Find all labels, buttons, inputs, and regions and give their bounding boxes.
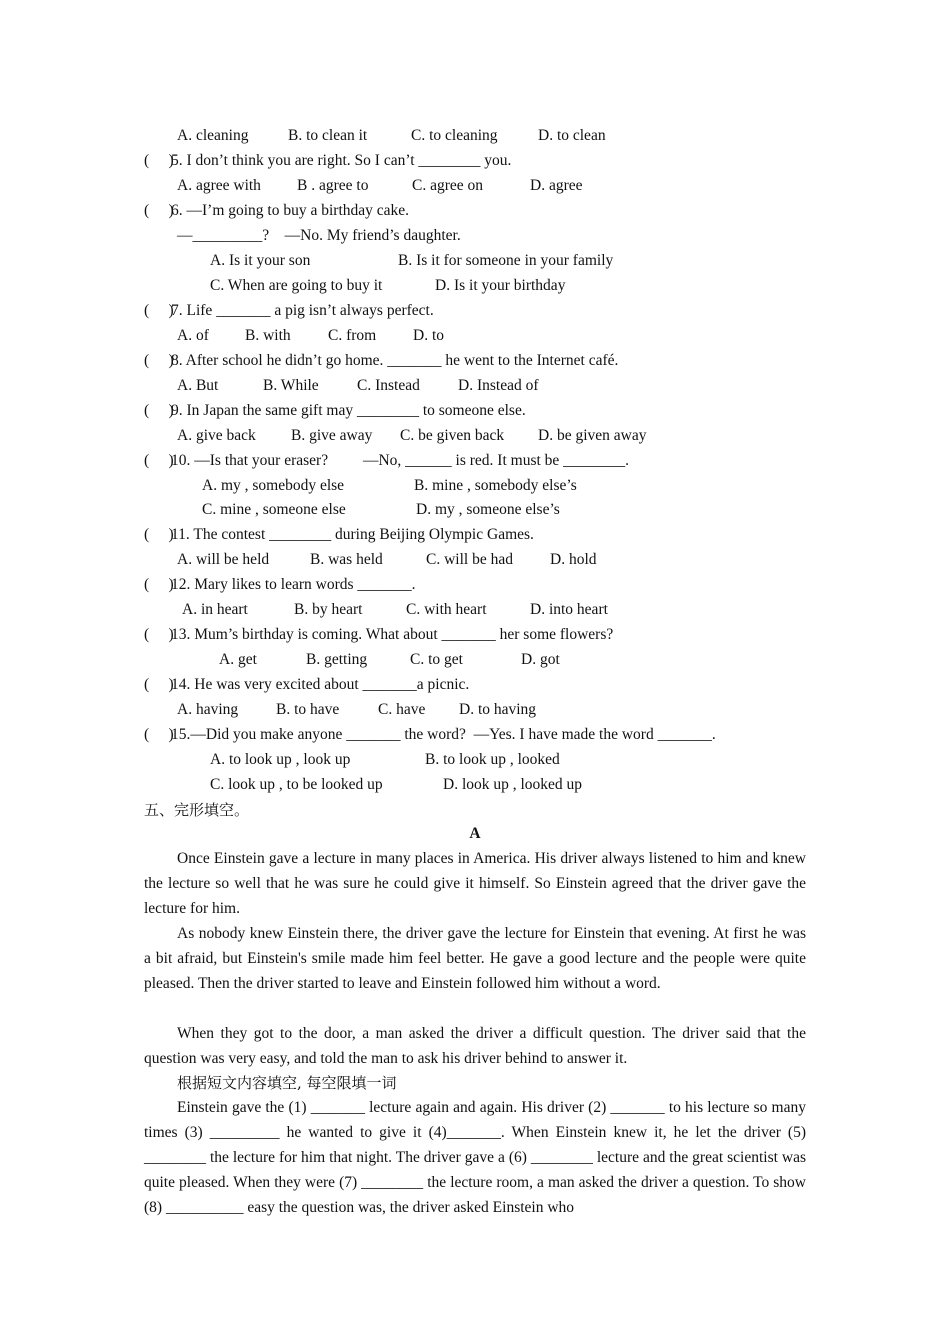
answer-blank: ( ) [144,402,174,419]
option-d: D. into heart [530,601,608,618]
answer-blank: ( ) [144,576,174,593]
answer-blank: ( ) [144,526,174,543]
option-b: B. While [263,377,319,394]
option-b: B. was held [310,551,383,568]
answer-blank: ( ) [144,152,174,169]
option-a: A. in heart [182,601,248,618]
answer-blank: ( ) [144,202,174,219]
passage-title: A [469,825,481,842]
option-d: D. look up , looked up [443,776,583,793]
option-b: B. with [245,327,291,344]
option-a: A. of [177,327,209,344]
option-d: D. be given away [538,427,647,444]
option-b: B. by heart [294,601,363,618]
question-stem: 7. Life _______ a pig isn’t always perfect. [171,302,434,319]
option-d: D. to [413,327,444,344]
passage-paragraph-2: As nobody knew Einstein there, the driver gave the lecture for Einstein that evening. At first he was a bit afraid, but Einstein's smile made him feel better. He gave a good lecture and the people were quite pleased. Then the driver started to leave and Einstein followed him without a word. [144,925,806,992]
question-stem: 5. I don’t think you are right. So I can’t ________ you. [171,152,512,169]
option-a: A. get [219,651,257,668]
option-c: C. will be had [426,551,513,568]
question-stem: 6. —I’m going to buy a birthday cake. [171,202,410,219]
option-a: A. give back [177,427,256,444]
option-b: B . agree to [297,177,369,194]
option-c: C. When are going to buy it [210,277,383,294]
section-heading: 五、完形填空。 [144,801,250,819]
answer-blank: ( ) [144,302,174,319]
option-d: D. to having [459,701,537,718]
option-a: A. having [177,701,239,718]
option-a: A. Is it your son [210,252,311,269]
option-c: C. agree on [412,177,484,194]
task-instruction: 根据短文内容填空, 每空限填一词 [177,1074,397,1092]
q4-option-a: A. cleaning [177,127,249,144]
option-a: A. will be held [177,551,270,568]
option-b: B. to have [276,701,340,718]
question-stem: 12. Mary likes to learn words _______. [171,576,416,593]
option-b: B. to look up , looked [425,751,560,768]
option-d: D. Instead of [458,377,539,394]
question-stem: 11. The contest ________ during Beijing Olympic Games. [171,526,534,543]
option-d: D. hold [550,551,597,568]
question-stem: 14. He was very excited about _______a picnic. [171,676,470,693]
question-stem: 9. In Japan the same gift may ________ to someone else. [171,402,526,419]
answer-blank: ( ) [144,452,174,469]
answer-blank: ( ) [144,676,174,693]
option-c: C. from [328,327,377,344]
question-dialogue: —_________? —No. My friend’s daughter. [177,227,461,244]
option-d: D. got [521,651,560,668]
option-d: D. agree [530,177,583,194]
option-b: B. give away [291,427,373,444]
question-stem: 8. After school he didn’t go home. _______ he went to the Internet café. [171,352,619,369]
option-c: C. be given back [400,427,505,444]
q4-option-b: B. to clean it [288,127,368,144]
option-a: A. my , somebody else [202,477,345,494]
q4-option-d: D. to clean [538,127,606,144]
question-stem: 10. —Is that your eraser? —No, ______ is red. It must be ________. [171,452,630,469]
option-b: B. Is it for someone in your family [398,252,614,269]
option-a: A. agree with [177,177,261,194]
question-stem: 13. Mum’s birthday is coming. What about _______ her some flowers? [171,626,614,643]
option-c: C. to get [410,651,463,668]
option-c: C. with heart [406,601,487,618]
cloze-paragraph: Einstein gave the (1) _______ lecture again and again. His driver (2) _______ to his lecture so many times (3) _________ he wanted to give it (4)_______. When Einstein knew it, he let the driver (5) ________ the lecture for him that night. The driver gave a (6) ________ lecture and the great scientist was quite pleased. When they were (7) ________ the lecture room, a man asked the driver a question. To show (8) __________ easy the question was, the driver asked Einstein who [144,1099,806,1216]
option-d: D. Is it your birthday [435,277,566,294]
option-c: C. look up , to be looked up [210,776,383,793]
option-b: B. getting [306,651,368,668]
option-a: A. But [177,377,219,394]
option-c: C. Instead [357,377,420,394]
answer-blank: ( ) [144,352,174,369]
passage-paragraph-1: Once Einstein gave a lecture in many places in America. His driver always listened to him and knew the lecture so well that he was sure he could give it himself. So Einstein agreed that the driver gave the lecture for him. [144,850,806,917]
question-stem: 15.—Did you make anyone _______ the word? —Yes. I have made the word _______. [171,726,716,743]
option-d: D. my , someone else’s [416,501,560,518]
option-c: C. have [378,701,426,718]
answer-blank: ( ) [144,626,174,643]
option-c: C. mine , someone else [202,501,346,518]
passage-paragraph-3: When they got to the door, a man asked the driver a difficult question. The driver said that the question was very easy, and told the man to ask his driver behind to answer it. [144,1025,806,1067]
answer-blank: ( ) [144,726,174,743]
option-a: A. to look up , look up [210,751,351,768]
option-b: B. mine , somebody else’s [414,477,577,494]
q4-option-c: C. to cleaning [411,127,498,144]
